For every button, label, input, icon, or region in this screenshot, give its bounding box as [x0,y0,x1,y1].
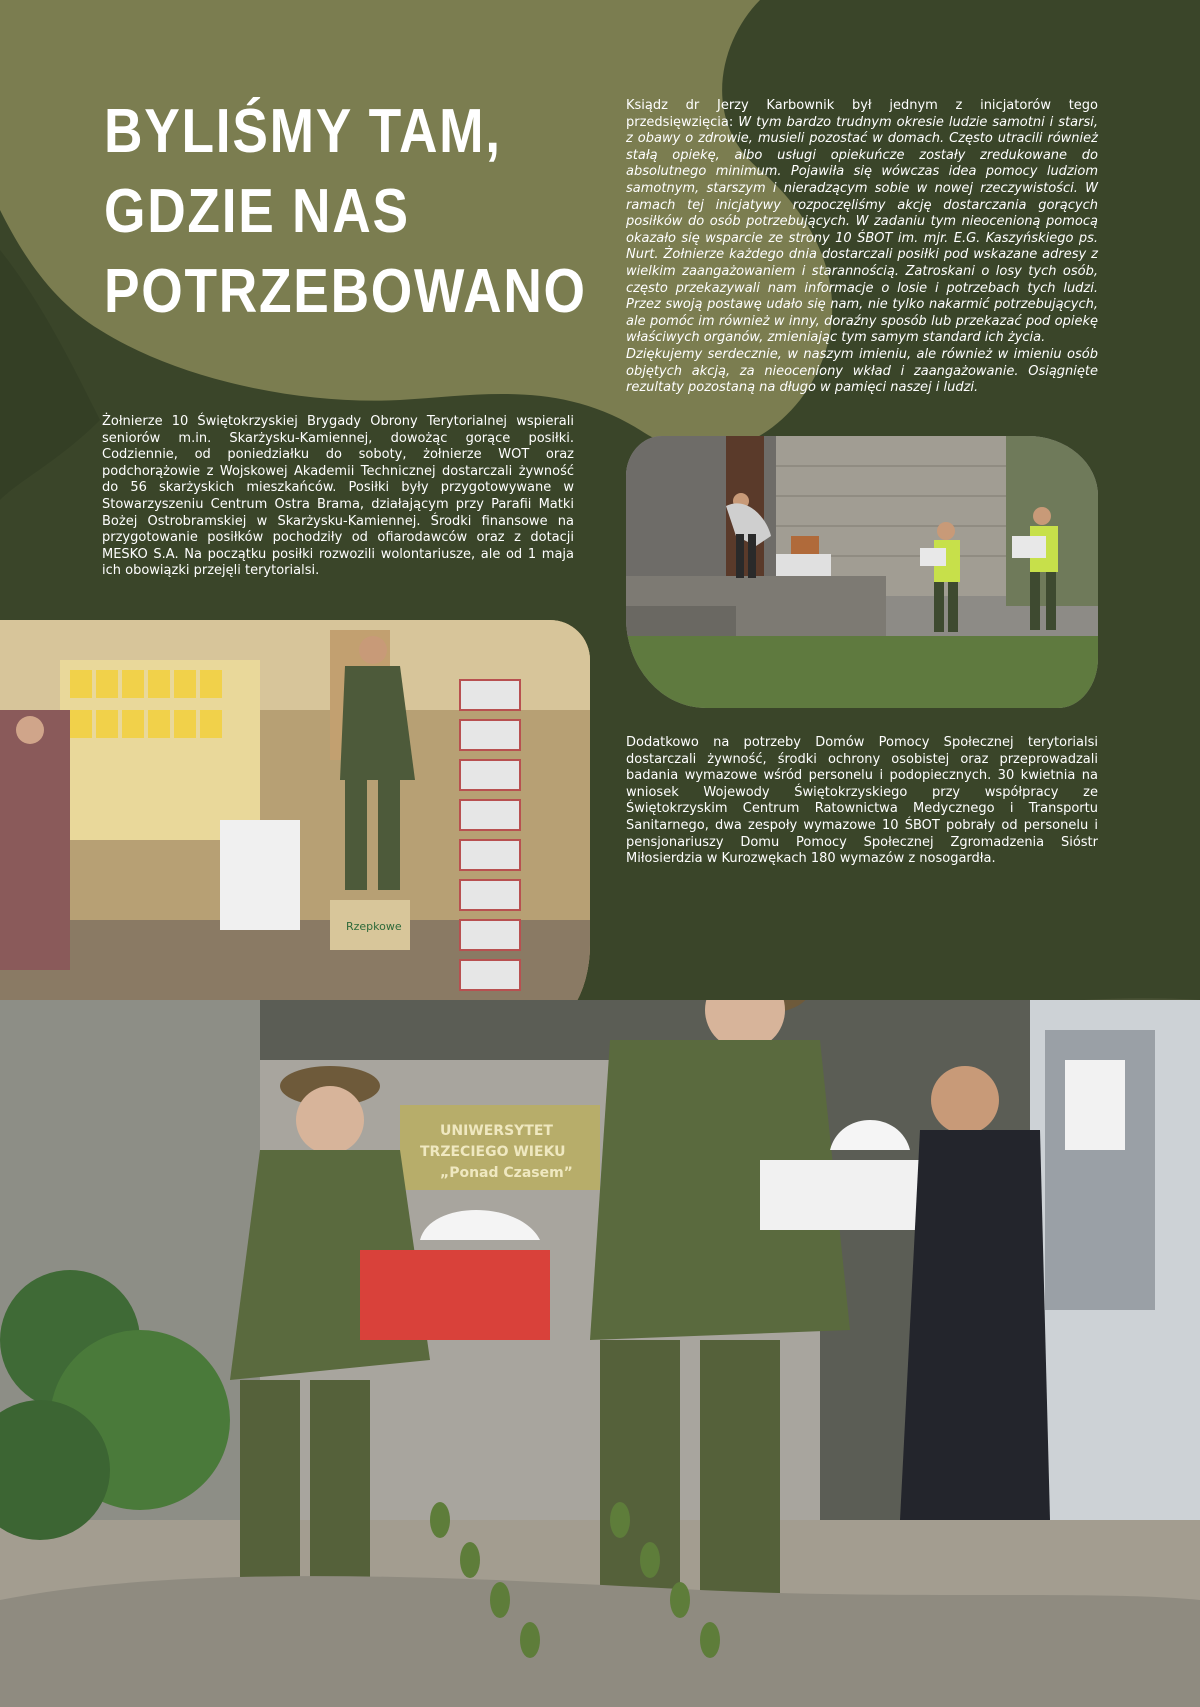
intro-paragraph: Żołnierze 10 Świętokrzyskiej Brygady Obrony Terytorialnej wspierali seniorów m.in. Skarżysku-Kamiennej, dowożąc gorące posiłki. Codziennie, od poniedziałku do soboty, żołnierze WOT oraz podchorążowie z Wojskowej Akademii Technicznej dostarczali żywność do 56 skarżyskich mieszkańców. Posiłki były przygotowywane w Stowarzyszeniu Centrum Ostra Brama, działającym przy Parafii Matki Bożej Ostrobramskiej w Skarżysku-Kamiennej. Środki finansowe na przygotowanie posiłków pochodziły od ofiarodawców oraz z dotacji MESKO S.A. Na początku posiłki rozwozili wolontariusze, ale od 1 maja ich obowiązki przejęli terytorialsi. [102,414,574,579]
title-line-3: POTRZEBOWANO [104,257,587,326]
photo-volunteers-illustration [626,436,1098,708]
sign-line-2: TRZECIEGO WIEKU [420,1144,566,1160]
sign-line-1: UNIWERSYTET [440,1123,553,1139]
title-line-2: GDZIE NAS [104,177,410,246]
extra-paragraph: Dodatkowo na potrzeby Domów Pomocy Społecznej terytorialsi dostarczali żywność, środki ochrony osobistej oraz przeprowadzali badania wymazowe wśród personelu i podopiecznych. 30 kwietnia na wniosek Wojewody Świętokrzyskiego przy współpracy ze Świętokrzyskim Centrum Ratownictwa Medycznego i Transportu Sanitarnego, dwa zespoły wymazowe 10 ŚBOT pobrały od personelu i pensjonariuszy Domu Pomocy Społecznej Zgromadzenia Sióstr Miłosierdzia w Kurozwękach 180 wymazów z nosogardła. [626,735,1098,867]
quote-block [626,98,1098,397]
photo-food-storage [0,620,590,1035]
title-line-1: BYLIŚMY TAM, [104,97,502,166]
photo-volunteers-carrying-boxes [626,436,1098,708]
photo-soldiers-delivering [0,1000,1200,1707]
photo-delivery-illustration [0,1000,1200,1707]
page-title [104,92,587,332]
quote-body: W tym bardzo trudnym okresie ludzie samotni i starsi, z obawy o zdrowie, musieli pozostać w domach. Często utracili również stałą opiekę, albo usługi opiekuńcze zostały zredukowane do absolutnego minimum. Pojawiła się wówczas idea pomocy ludziom samotnym, starszym i nieradzącym sobie w nowej rzeczywistości. W ramach tej inicjatywy rozpoczęliśmy akcję dostarczania gorących posiłków do osób potrzebujących. W zadaniu tym nieocenioną pomocą okazało się wsparcie ze strony 10 ŚBOT im. mjr. E.G. Kaszyńskiego ps. Nurt. Żołnierze każdego dnia dostarczali posiłki pod wskazane adresy z wielkim zaangażowaniem i starannością. Zatroskani o losy tych osób, często przekazywali nam informacje o losie i potrzebach tych ludzi. Przez swoją postawę udało się nam, nie tylko nakarmić potrzebujących, ale pomóc im również w inny, doraźny sposób lub przekazać pod opiekę właściwych organów, zmieniając tym samym standard ich życia. [626,114,1098,346]
box-label: Rzepkowe [346,920,402,933]
quote-thanks: Dziękujemy serdecznie, w naszym imieniu, ale również w imieniu osób objętych akcją, za nieoceniony wkład i zaangażowanie. Osiągnięte rezultaty pozostaną na długo w pamięci naszej i ludzi. [626,346,1098,396]
sign-line-3: „Ponad Czasem” [440,1165,573,1181]
photo-storage-illustration [0,620,590,1035]
quote-intro: Ksiądz dr Jerzy Karbownik był jednym z inicjatorów tego przedsięwzięcia: [626,98,1098,130]
